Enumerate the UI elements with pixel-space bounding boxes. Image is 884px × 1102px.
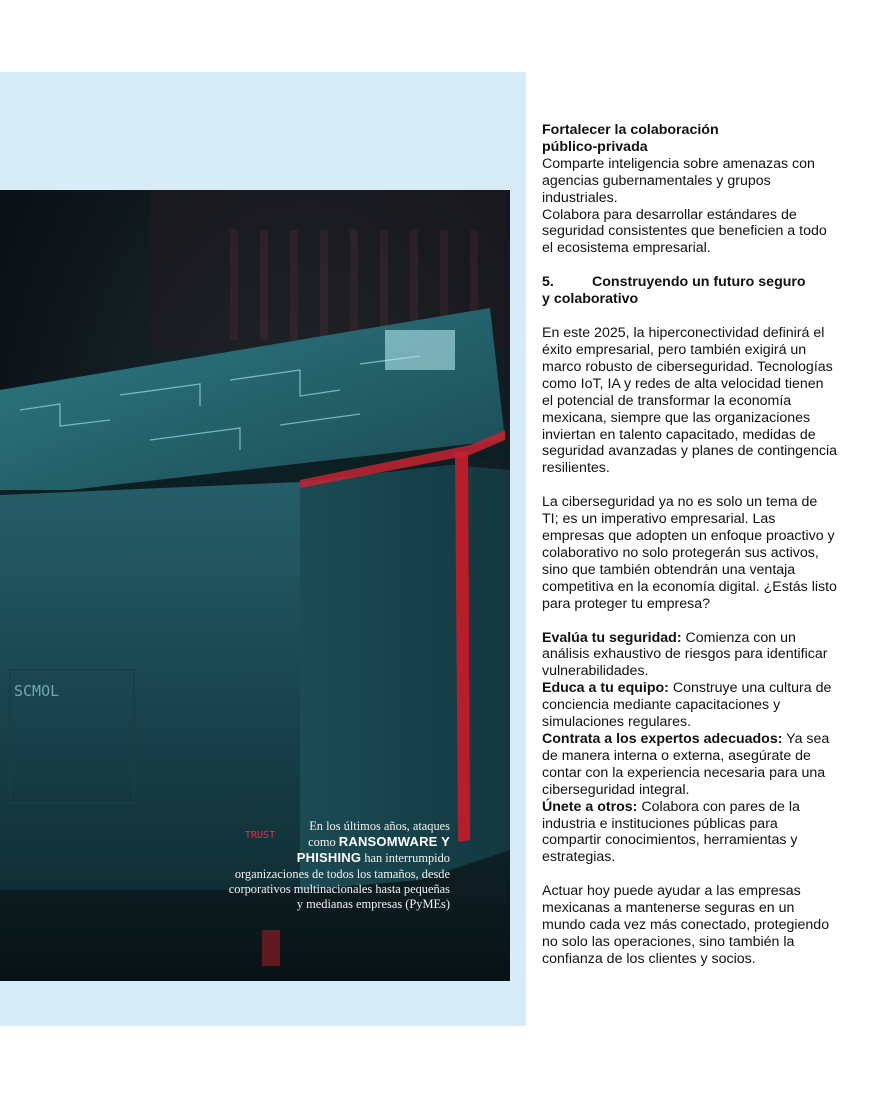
step-educate-text: Construye una cultura de conciencia mediante capacitaciones y simulaciones regulares. xyxy=(542,680,832,731)
step-join-text: Colabora con pares de la industria e instituciones públicas para compartir conocimientos, herramientas y estrategias. xyxy=(542,798,800,866)
caption-bold1: RANSOMWARE Y xyxy=(338,834,450,850)
section-5-para2: La ciberseguridad ya no es solo un tema de TI; es un imperativo empresarial. Las empresas que adopten un enfoque proactivo y colaborativo no solo protegerán sus activos, sino que también obtendrán una ventaja competitiva en la economía digital. ¿Estás listo para proteger tu empresa? xyxy=(542,494,837,612)
box-label-text: SCMOL xyxy=(14,682,60,700)
section-5-heading-line2: y colaborativo xyxy=(542,291,639,308)
box-glow-text: TRUST xyxy=(245,830,276,841)
step-hire-text: Ya sea de manera interna o externa, asegúrate de contar con la experiencia necesaria para una ciberseguridad integral. xyxy=(542,731,830,798)
step-join xyxy=(542,799,837,867)
section-5-heading xyxy=(542,274,837,308)
section-a-para2: Colabora para desarrollar estándares de seguridad consistentes que beneficien a todo el ecosistema empresarial. xyxy=(542,206,827,257)
step-educate xyxy=(542,680,837,731)
section-5-heading-line1: Construyendo un futuro seguro xyxy=(592,274,806,291)
step-evaluate-label: Evalúa tu seguridad: xyxy=(542,629,682,646)
photo-caption xyxy=(220,819,450,912)
section-5-para1: En este 2025, la hiperconectividad definirá el éxito empresarial, pero también exigirá un marco robusto de ciberseguridad. Tecnologías como IoT, IA y redes de alta velocidad tienen el potencial de transformar la economía mexicana, siempre que las organizaciones inviertan en talento capacitado, medidas de seguridad avanzadas y planes de contingencia resilientes. xyxy=(542,325,837,477)
step-evaluate-text: Comienza con un análisis exhaustivo de riesgos para identificar vulnerabilidades. xyxy=(542,629,828,680)
step-join-label: Únete a otros: xyxy=(542,798,638,815)
section-a-para1: Comparte inteligencia sobre amenazas con agencias gubernamentales y grupos industriales. xyxy=(542,155,815,206)
step-hire-label: Contrata a los expertos adecuados: xyxy=(542,731,783,747)
caption-bold2: PHISHING xyxy=(296,850,362,866)
step-hire xyxy=(542,731,837,799)
caption-pre: como xyxy=(308,835,336,850)
article-column xyxy=(542,122,837,968)
section-5-number: 5. xyxy=(542,274,554,291)
section-a-heading xyxy=(542,122,837,156)
caption-line1: En los últimos años, ataques xyxy=(309,819,450,833)
closing-paragraph: Actuar hoy puede ayudar a las empresas mexicanas a mantenerse seguras en un mundo cada vez más conectado, protegiendo no solo las operaciones, sino también la confianza de los clientes y socios. xyxy=(542,883,830,967)
cyber-box-photo xyxy=(0,190,510,981)
step-educate-label: Educa a tu equipo: xyxy=(542,680,669,697)
section-a-heading-line1: Fortalecer la colaboración xyxy=(542,122,719,138)
caption-post: han interrumpido organizaciones de todos los tamaños, desde corporativos multinacionales hasta pequeñas y medianas empresas (PyMEs) xyxy=(228,851,450,912)
section-a-heading-line2: público-privada xyxy=(542,138,648,155)
step-evaluate xyxy=(542,630,837,681)
